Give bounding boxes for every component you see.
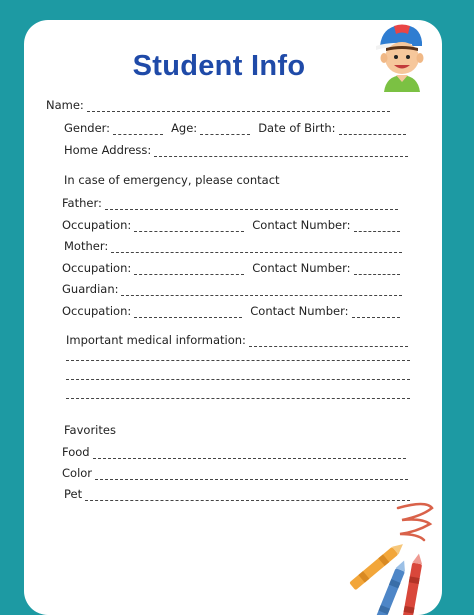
food-label: Food [62, 445, 90, 459]
mother-contact-field[interactable] [354, 263, 400, 275]
home-address-row [64, 141, 408, 157]
contact-number-label: Contact Number: [252, 218, 351, 232]
medical-line[interactable] [66, 398, 410, 399]
father-field[interactable] [105, 198, 398, 210]
home-address-field[interactable] [154, 145, 408, 157]
dob-field[interactable] [339, 123, 406, 135]
name-label: Name: [46, 98, 84, 112]
mother-occupation-field[interactable] [134, 263, 244, 275]
guardian-occupation-row [62, 302, 400, 318]
dob-label: Date of Birth: [258, 121, 336, 135]
guardian-row [62, 280, 402, 296]
food-row [62, 443, 406, 459]
gender-field[interactable] [113, 123, 163, 135]
guardian-contact-field[interactable] [352, 306, 400, 318]
home-address-label: Home Address: [64, 143, 152, 157]
emergency-heading: In case of emergency, please contact [64, 173, 280, 187]
favorites-heading: Favorites [64, 423, 116, 437]
occupation-label: Occupation: [62, 304, 132, 318]
contact-number-label: Contact Number: [250, 304, 349, 318]
name-field[interactable] [87, 100, 390, 112]
mother-field[interactable] [111, 241, 402, 253]
guardian-label: Guardian: [62, 282, 119, 296]
age-label: Age: [171, 121, 198, 135]
father-label: Father: [62, 196, 102, 210]
occupation-label: Occupation: [62, 218, 132, 232]
medical-label: Important medical information: [66, 333, 246, 347]
guardian-field[interactable] [121, 284, 402, 296]
student-info-card [24, 20, 442, 615]
mother-occupation-row [62, 259, 400, 275]
gender-label: Gender: [64, 121, 111, 135]
occupation-label: Occupation: [62, 261, 132, 275]
food-field[interactable] [93, 447, 406, 459]
pet-label: Pet [64, 487, 83, 501]
color-label: Color [62, 466, 93, 480]
father-occupation-field[interactable] [134, 220, 244, 232]
color-row [62, 464, 408, 480]
contact-number-label: Contact Number: [252, 261, 351, 275]
mother-row [64, 237, 402, 253]
name-row [46, 96, 390, 112]
page-title: Student Info [132, 50, 306, 82]
medical-line[interactable] [66, 379, 410, 380]
mother-label: Mother: [64, 239, 109, 253]
father-row [62, 194, 398, 210]
gender-age-dob-row [64, 119, 406, 135]
guardian-occupation-field[interactable] [134, 306, 242, 318]
father-contact-field[interactable] [354, 220, 400, 232]
medical-line[interactable] [66, 360, 410, 361]
medical-field[interactable] [249, 335, 408, 347]
age-field[interactable] [200, 123, 250, 135]
father-occupation-row [62, 216, 400, 232]
crayons-icon [336, 498, 442, 615]
color-field[interactable] [95, 468, 408, 480]
boy-avatar-icon [372, 20, 430, 92]
medical-row [66, 331, 408, 347]
